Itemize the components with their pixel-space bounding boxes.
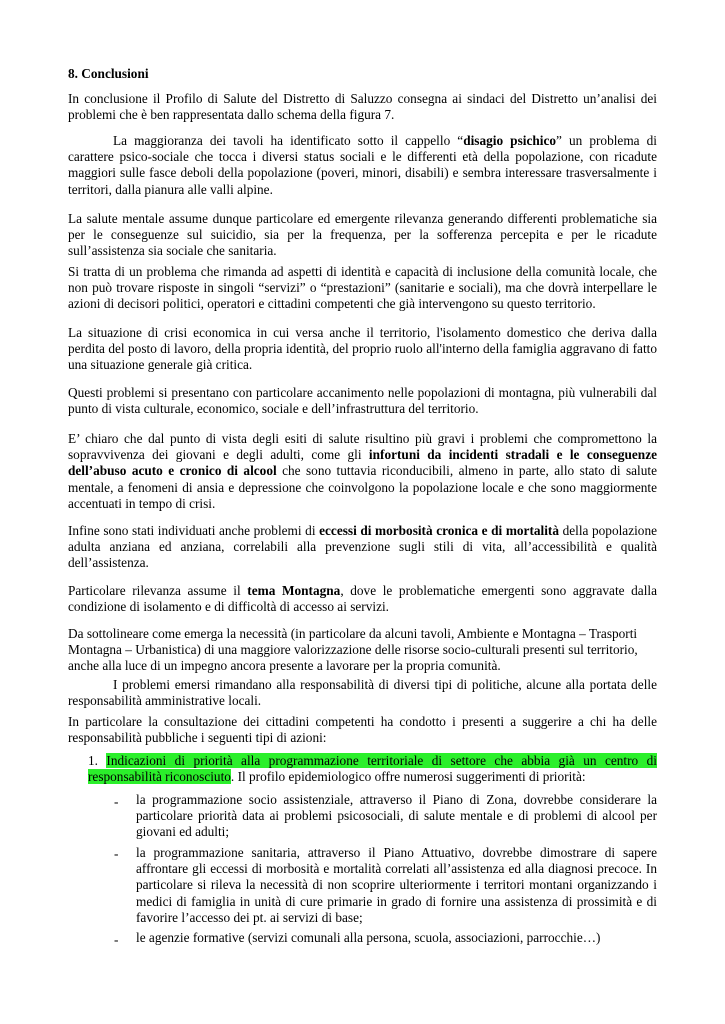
paragraph-problemi-emersi: I problemi emersi rimandano alla responsabilità di diversi tipi di politiche, alcune alla portata delle responsabilità amministrative locali. <box>68 677 657 709</box>
paragraph-identita: Si tratta di un problema che rimanda ad aspetti di identità e capacità di inclusione della comunità locale, che non può trovare risposte in singoli “servizi” o “prestazioni” (sanitarie e sociali), ma che dovrà interpellare le azioni di decisori politici, operatori e cittadini competenti che già intervengono su questo territorio. <box>68 264 657 312</box>
text-run: Infine sono stati individuati anche problemi di <box>68 523 320 538</box>
text-run: Particolare rilevanza assume il <box>68 583 248 598</box>
section-heading: 8. Conclusioni <box>68 66 149 81</box>
paragraph-tema-montagna <box>68 583 657 615</box>
bullet-marker: - <box>114 794 119 809</box>
bullet-marker: - <box>114 846 119 861</box>
paragraph-salute-mentale: La salute mentale assume dunque particolare ed emergente rilevanza generando differenti problematiche sia per le conseguenze sul suicidio, sia per la frequenza, per la sofferenza percepita e per le ricadute sull’assistenza sia sociale che sanitaria. <box>68 211 657 259</box>
paragraph-sottolineare: Da sottolineare come emerga la necessità (in particolare da alcuni tavoli, Ambiente e Montagna – Trasporti Montagna – Urbanistica) di una maggiore valorizzazione delle risorse socio-culturali presenti sul territorio, anche alla luce di un impegno ancora presente a lavorare per la propria comunità. <box>68 626 638 674</box>
paragraph-intro: In conclusione il Profilo di Salute del Distretto di Saluzzo consegna ai sindaci del Distretto un’analisi dei problemi che è ben rappresentata dallo schema della figura 7. <box>68 91 657 123</box>
text-run: che sono tuttavia riconducibili, almeno in parte, allo stato di salute mentale, a fenomeni di ansia e depressione che coinvolgono la popolazione locale e che sono maggiormente accentuati in tempo di crisi. <box>68 463 657 511</box>
paragraph-morbosita <box>68 523 657 572</box>
bold-term-disagio-psichico: disagio psichico <box>463 133 556 148</box>
bold-term-infortuni-alcool: infortuni da incidenti stradali e le conseguenze dell’abuso acuto e cronico di alcool <box>68 447 657 479</box>
text-run: ” un problema di carattere psico-sociale che tocca i diversi status sociali e le differenti età della popolazione, con ricadute maggiori sulle fasce deboli della popolazione (poveri, minori, disabili) e sembra interessare trasversalmente i territori, dalla pianura alle valli alpine. <box>68 133 657 197</box>
bullet-marker: - <box>114 932 119 947</box>
paragraph-esiti-salute <box>68 431 657 512</box>
text-run: della popolazione adulta anziana ed anziana, correlabili alla prevenzione sugli stili di vita, all’accessibilità e qualità dell’assistenza. <box>68 523 657 571</box>
paragraph-montagna-vulnerabile: Questi problemi si presentano con particolare accanimento nelle popolazioni di montagna, più vulnerabili dal punto di vista culturale, economico, sociale e dell’infrastruttura del territorio. <box>68 385 657 417</box>
text-run: La maggioranza dei tavoli ha identificato sotto il cappello “ <box>113 133 464 148</box>
item-number: 1. <box>88 753 107 768</box>
paragraph-disagio-psichico <box>68 133 657 198</box>
bullet-item-piano-attuativo: la programmazione sanitaria, attraverso il Piano Attuativo, dovrebbe dimostrare di sapere affrontare gli eccessi di morbosità e mortalità correlati all’assistenza ed alla diagnosi precoce. In particolare si rileva la necessità di non scoprire ulteriormente i territori montani organizzando i medici di famiglia in unità di cure primarie in grado di fornire una assistenza di prossimità e di favorire l’accesso dei pt. ai servizi di base; <box>136 845 657 925</box>
numbered-item-1 <box>88 753 657 785</box>
text-run: E’ chiaro che dal punto di vista degli esiti di salute risultino più gravi i problemi che compromettono la sopravvivenza dei giovani e degli adulti, come gli <box>68 431 657 463</box>
text-run: , dove le problematiche emergenti sono aggravate dalla condizione di isolamento e di difficoltà di accesso ai servizi. <box>68 583 657 615</box>
bullet-item-agenzie-formative: le agenzie formative (servizi comunali alla persona, scuola, associazioni, parrocchie…) <box>136 930 601 945</box>
bullet-item-piano-di-zona: la programmazione socio assistenziale, attraverso il Piano di Zona, dovrebbe considerare la particolare priorità data ai problemi psicosociali, di salute mentale e di problemi di alcool per giovani ed adulti; <box>136 792 657 840</box>
paragraph-crisi-economica: La situazione di crisi economica in cui versa anche il territorio, l'isolamento domestico che deriva dalla perdita del posto di lavoro, della propria identità, del proprio ruolo all'interno della famiglia aggravano di fatto una situazione generale già critica. <box>68 325 657 373</box>
paragraph-consultazione: In particolare la consultazione dei cittadini competenti ha condotto i presenti a suggerire a chi ha delle responsabilità pubbliche i seguenti tipi di azioni: <box>68 714 657 746</box>
bold-term-tema-montagna: tema Montagna <box>247 583 341 598</box>
bold-term-morbosita-mortalita: eccessi di morbosità cronica e di mortalità <box>319 523 559 538</box>
highlighted-text: Indicazioni di priorità alla programmazione territoriale di settore che abbia già un centro di responsabilità riconosciuto <box>88 753 657 785</box>
text-run: . Il profilo epidemiologico offre numerosi suggerimenti di priorità: <box>230 769 586 785</box>
